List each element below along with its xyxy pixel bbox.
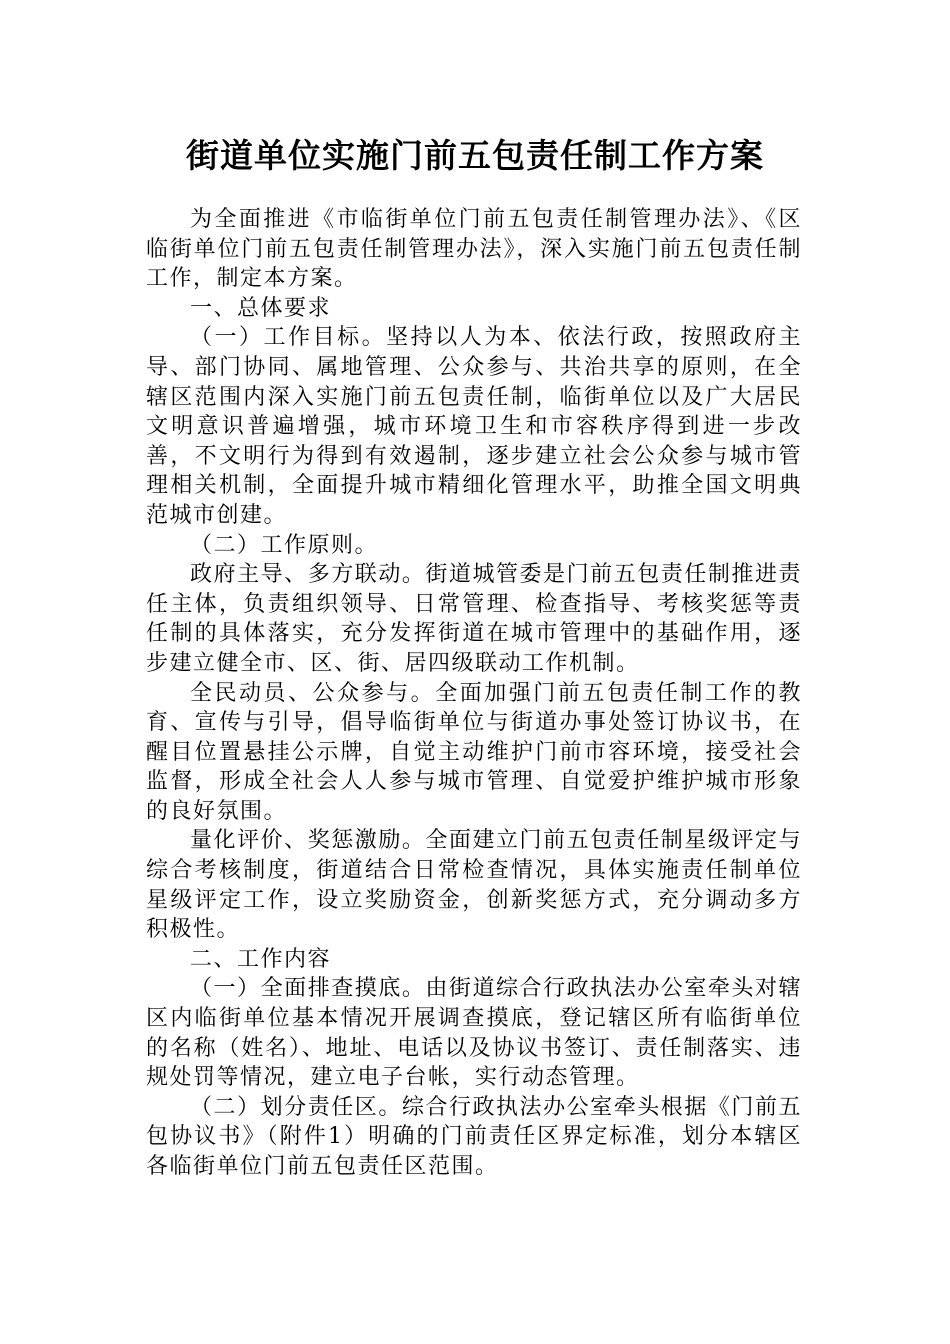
paragraph-intro: 为全面推进《市临街单位门前五包责任制管理办法》、《区临街单位门前五包责任制管理办法》，深入实施门前五包责任制工作，制定本方案。 <box>146 207 802 292</box>
section-heading-work-content: 二、工作内容 <box>190 946 332 972</box>
paragraph-survey: （一）全面排查摸底。由街道综合行政执法办公室牵头对辖区内临街单位基本情况开展调查摸底，登记辖区所有临街单位的名称（姓名）、地址、电话以及协议书签订、责任制落实、违规处罚等情况，建立电子台帐，实行动态管理。 <box>146 976 802 1091</box>
paragraph-government-led: 政府主导、多方联动。街道城管委是门前五包责任制推进责任主体，负责组织领导、日常管理、检查指导、考核奖惩等责任制的具体落实，充分发挥街道在城市管理中的基础作用，逐步建立健全市、区、街、居四级联动工作机制。 <box>146 562 802 676</box>
subheading-work-principles: （二）工作原则。 <box>190 532 379 558</box>
document-title: 街道单位实施门前五包责任制工作方案 <box>186 136 764 175</box>
document-body <box>146 205 802 1182</box>
paragraph-responsibility-zones: （二）划分责任区。综合行政执法办公室牵头根据《门前五包协议书》（附件1）明确的门前责任区界定标准，划分本辖区各临街单位门前五包责任区范围。 <box>146 1094 802 1179</box>
section-heading-general-requirements: 一、总体要求 <box>190 295 332 321</box>
paragraph-quantified-evaluation: 量化评价、奖惩激励。全面建立门前五包责任制星级评定与综合考核制度，街道结合日常检查情况，具体实施责任制单位星级评定工作，设立奖励资金，创新奖惩方式，充分调动多方积极性。 <box>146 828 802 943</box>
paragraph-work-goals: （一）工作目标。坚持以人为本、依法行政，按照政府主导、部门协同、属地管理、公众参与、共治共享的原则，在全辖区范围内深入实施门前五包责任制，临街单位以及广大居民文明意识普遍增强，城市环境卫生和市容秩序得到进一步改善，不文明行为得到有效遏制，逐步建立社会公众参与城市管理相关机制，全面提升城市精细化管理水平，助推全国文明典范城市创建。 <box>146 325 802 528</box>
paragraph-public-participation: 全民动员、公众参与。全面加强门前五包责任制工作的教育、宣传与引导，倡导临街单位与街道办事处签订协议书，在醒目位置悬挂公示牌，自觉主动维护门前市容环境，接受社会监督，形成全社会人人参与城市管理、自觉爱护维护城市形象的良好氛围。 <box>146 680 802 824</box>
